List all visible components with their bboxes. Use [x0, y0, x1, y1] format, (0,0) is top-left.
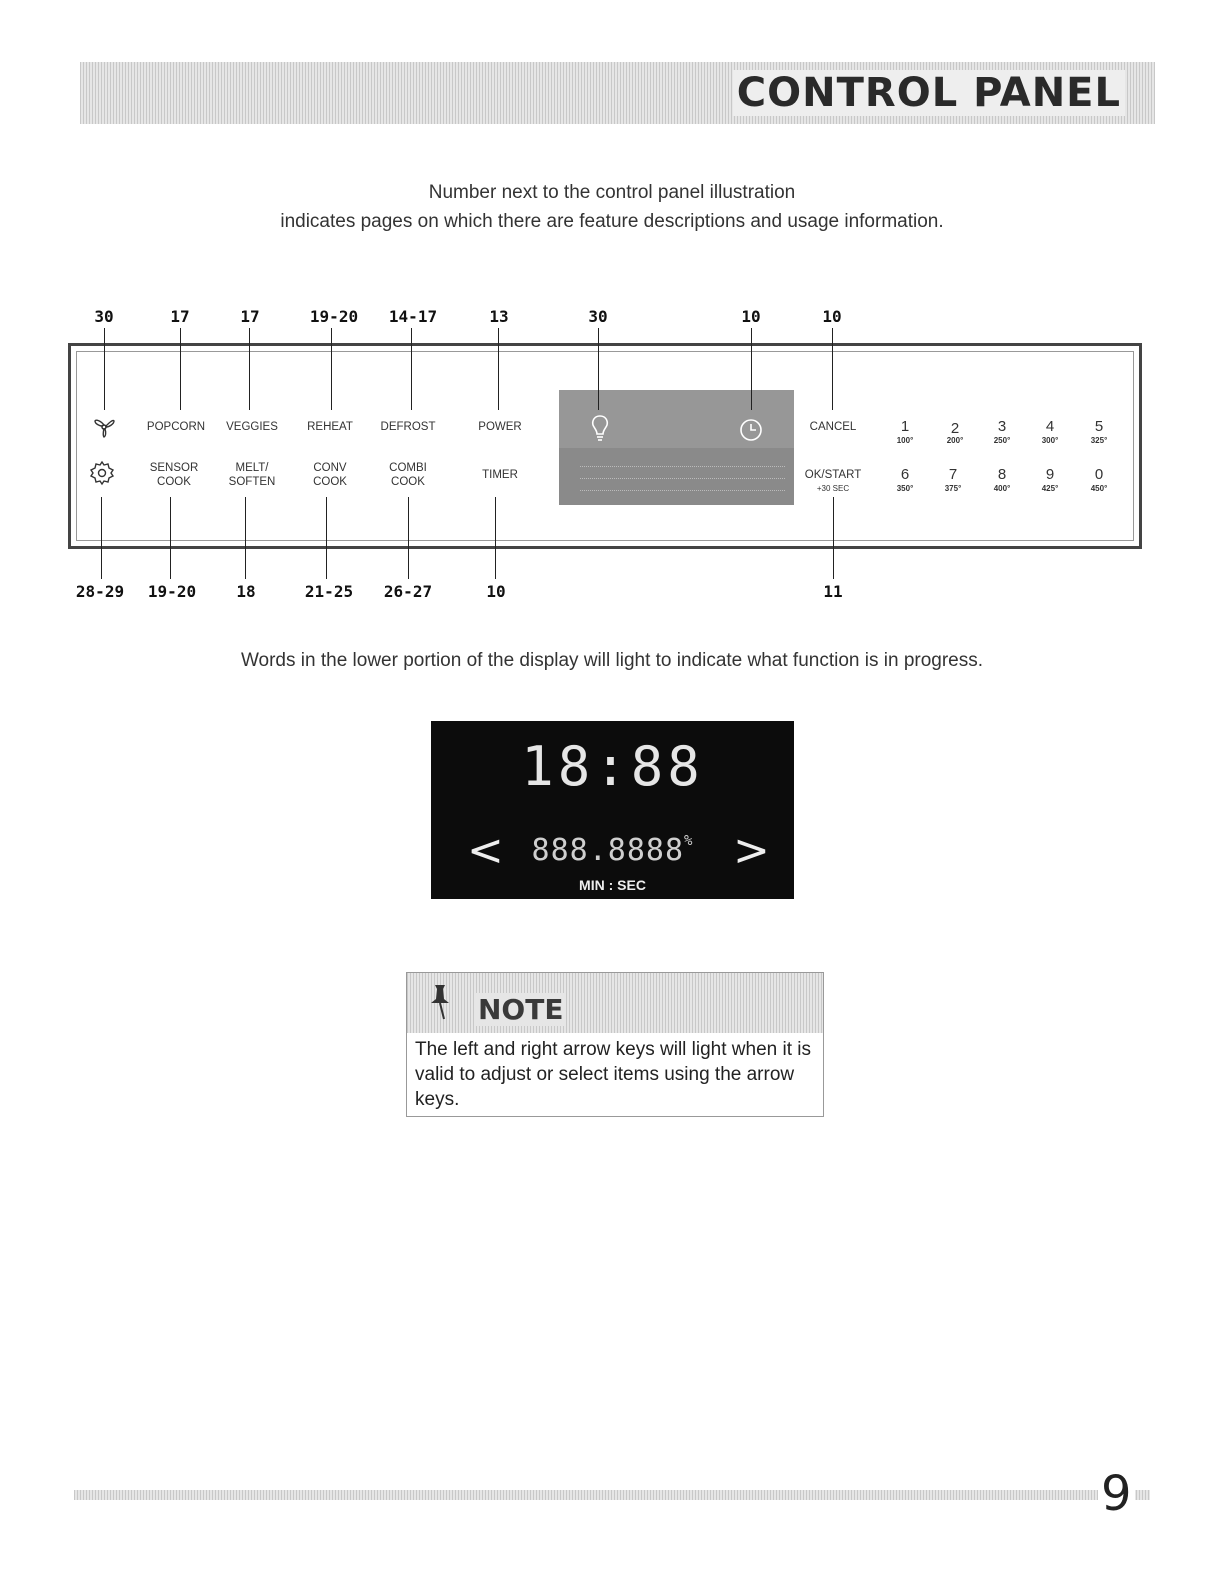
fan-icon[interactable]	[92, 415, 116, 439]
key-9-temp: 425°	[1041, 484, 1059, 493]
leader-line	[498, 328, 499, 410]
callout-bottom-gear: 28-29	[75, 582, 125, 601]
callout-top-light: 30	[588, 307, 608, 326]
clock-icon[interactable]	[738, 417, 764, 443]
combi-cook-button[interactable]: COMBI COOK	[389, 462, 427, 488]
veggies-button[interactable]: VEGGIES	[226, 421, 278, 433]
page-number: 9	[1098, 1468, 1135, 1520]
leader-line	[832, 328, 833, 410]
reheat-button[interactable]: REHEAT	[307, 421, 353, 433]
light-bulb-icon[interactable]	[590, 414, 610, 442]
key-1[interactable]: 1	[900, 418, 910, 435]
note-title: NOTE	[475, 993, 566, 1026]
leader-line	[408, 497, 409, 579]
key-4[interactable]: 4	[1045, 418, 1055, 435]
footer-bar	[74, 1490, 1150, 1500]
leader-line	[326, 497, 327, 579]
key-1-temp: 100°	[896, 436, 914, 445]
leader-line	[245, 497, 246, 579]
key-3[interactable]: 3	[997, 418, 1007, 435]
display-dotline-3	[580, 490, 785, 492]
leader-line	[170, 497, 171, 579]
key-3-temp: 250°	[993, 436, 1011, 445]
callout-top-defrost: 14-17	[388, 307, 438, 326]
key-7[interactable]: 7	[948, 466, 958, 483]
leader-line	[751, 328, 752, 410]
note-body: The left and right arrow keys will light when it is valid to adjust or select items using the arrow keys.	[415, 1039, 811, 1110]
display-dotline-2	[580, 478, 785, 480]
gear-icon[interactable]	[89, 460, 115, 486]
leader-line	[833, 497, 834, 579]
lcd-display	[431, 721, 794, 899]
key-9[interactable]: 9	[1045, 466, 1055, 483]
key-5-temp: 325°	[1090, 436, 1108, 445]
lcd-time-digits: 18:88	[521, 735, 704, 798]
leader-line	[249, 328, 250, 410]
leader-line	[495, 497, 496, 579]
leader-line	[411, 328, 412, 410]
pushpin-icon	[427, 983, 457, 1023]
callout-bottom-combi-cook: 26-27	[383, 582, 433, 601]
left-arrow-icon[interactable]: <	[467, 825, 504, 876]
key-8[interactable]: 8	[997, 466, 1007, 483]
callout-bottom-ok-start: 11	[823, 582, 843, 601]
header-bar	[80, 62, 1155, 124]
callout-top-fan: 30	[94, 307, 114, 326]
leader-line	[598, 328, 599, 410]
conv-cook-button[interactable]: CONV COOK	[313, 462, 347, 488]
callout-top-popcorn: 17	[170, 307, 190, 326]
callout-top-power: 13	[489, 307, 509, 326]
note-box	[406, 972, 824, 1117]
key-5[interactable]: 5	[1094, 418, 1104, 435]
note-header	[407, 973, 823, 1033]
lcd-unit-label: MIN : SEC	[579, 877, 646, 893]
callout-top-reheat: 19-20	[309, 307, 359, 326]
key-0-temp: 450°	[1090, 484, 1108, 493]
intro-line-1: Number next to the control panel illustration	[428, 182, 796, 203]
popcorn-button[interactable]: POPCORN	[146, 421, 206, 433]
right-arrow-icon[interactable]: >	[733, 825, 770, 876]
page-title: CONTROL PANEL	[733, 70, 1125, 116]
ok-start-sublabel: +30 SEC	[816, 484, 850, 493]
key-6[interactable]: 6	[900, 466, 910, 483]
lcd-segments: 888.8888	[531, 833, 685, 868]
key-8-temp: 400°	[993, 484, 1011, 493]
leader-line	[331, 328, 332, 410]
key-2[interactable]: 2	[950, 420, 960, 437]
leader-line	[104, 328, 105, 410]
callout-bottom-timer: 10	[486, 582, 506, 601]
leader-line	[180, 328, 181, 410]
callout-bottom-melt-soften: 18	[236, 582, 256, 601]
intro-line-2: indicates pages on which there are feature descriptions and usage information.	[280, 211, 944, 232]
key-4-temp: 300°	[1041, 436, 1059, 445]
callout-bottom-sensor-cook: 19-20	[147, 582, 197, 601]
callout-top-clock: 10	[741, 307, 761, 326]
melt-soften-button[interactable]: MELT/ SOFTEN	[228, 462, 276, 488]
callout-top-veggies: 17	[240, 307, 260, 326]
key-6-temp: 350°	[896, 484, 914, 493]
power-button[interactable]: POWER	[478, 421, 522, 433]
timer-button[interactable]: TIMER	[482, 469, 518, 481]
callout-top-cancel: 10	[822, 307, 842, 326]
leader-line	[101, 497, 102, 579]
sensor-cook-button[interactable]: SENSOR COOK	[149, 462, 199, 488]
defrost-button[interactable]: DEFROST	[380, 421, 436, 433]
ok-start-button[interactable]: OK/START	[804, 469, 862, 481]
callout-bottom-conv-cook: 21-25	[304, 582, 354, 601]
cancel-button[interactable]: CANCEL	[809, 421, 857, 433]
percent-indicator: %	[684, 833, 694, 849]
key-7-temp: 375°	[944, 484, 962, 493]
display-dotline-1	[580, 466, 785, 468]
key-0[interactable]: 0	[1094, 466, 1104, 483]
key-2-temp: 200°	[946, 436, 964, 445]
display-description: Words in the lower portion of the display will light to indicate what function is in progress.	[240, 650, 984, 671]
